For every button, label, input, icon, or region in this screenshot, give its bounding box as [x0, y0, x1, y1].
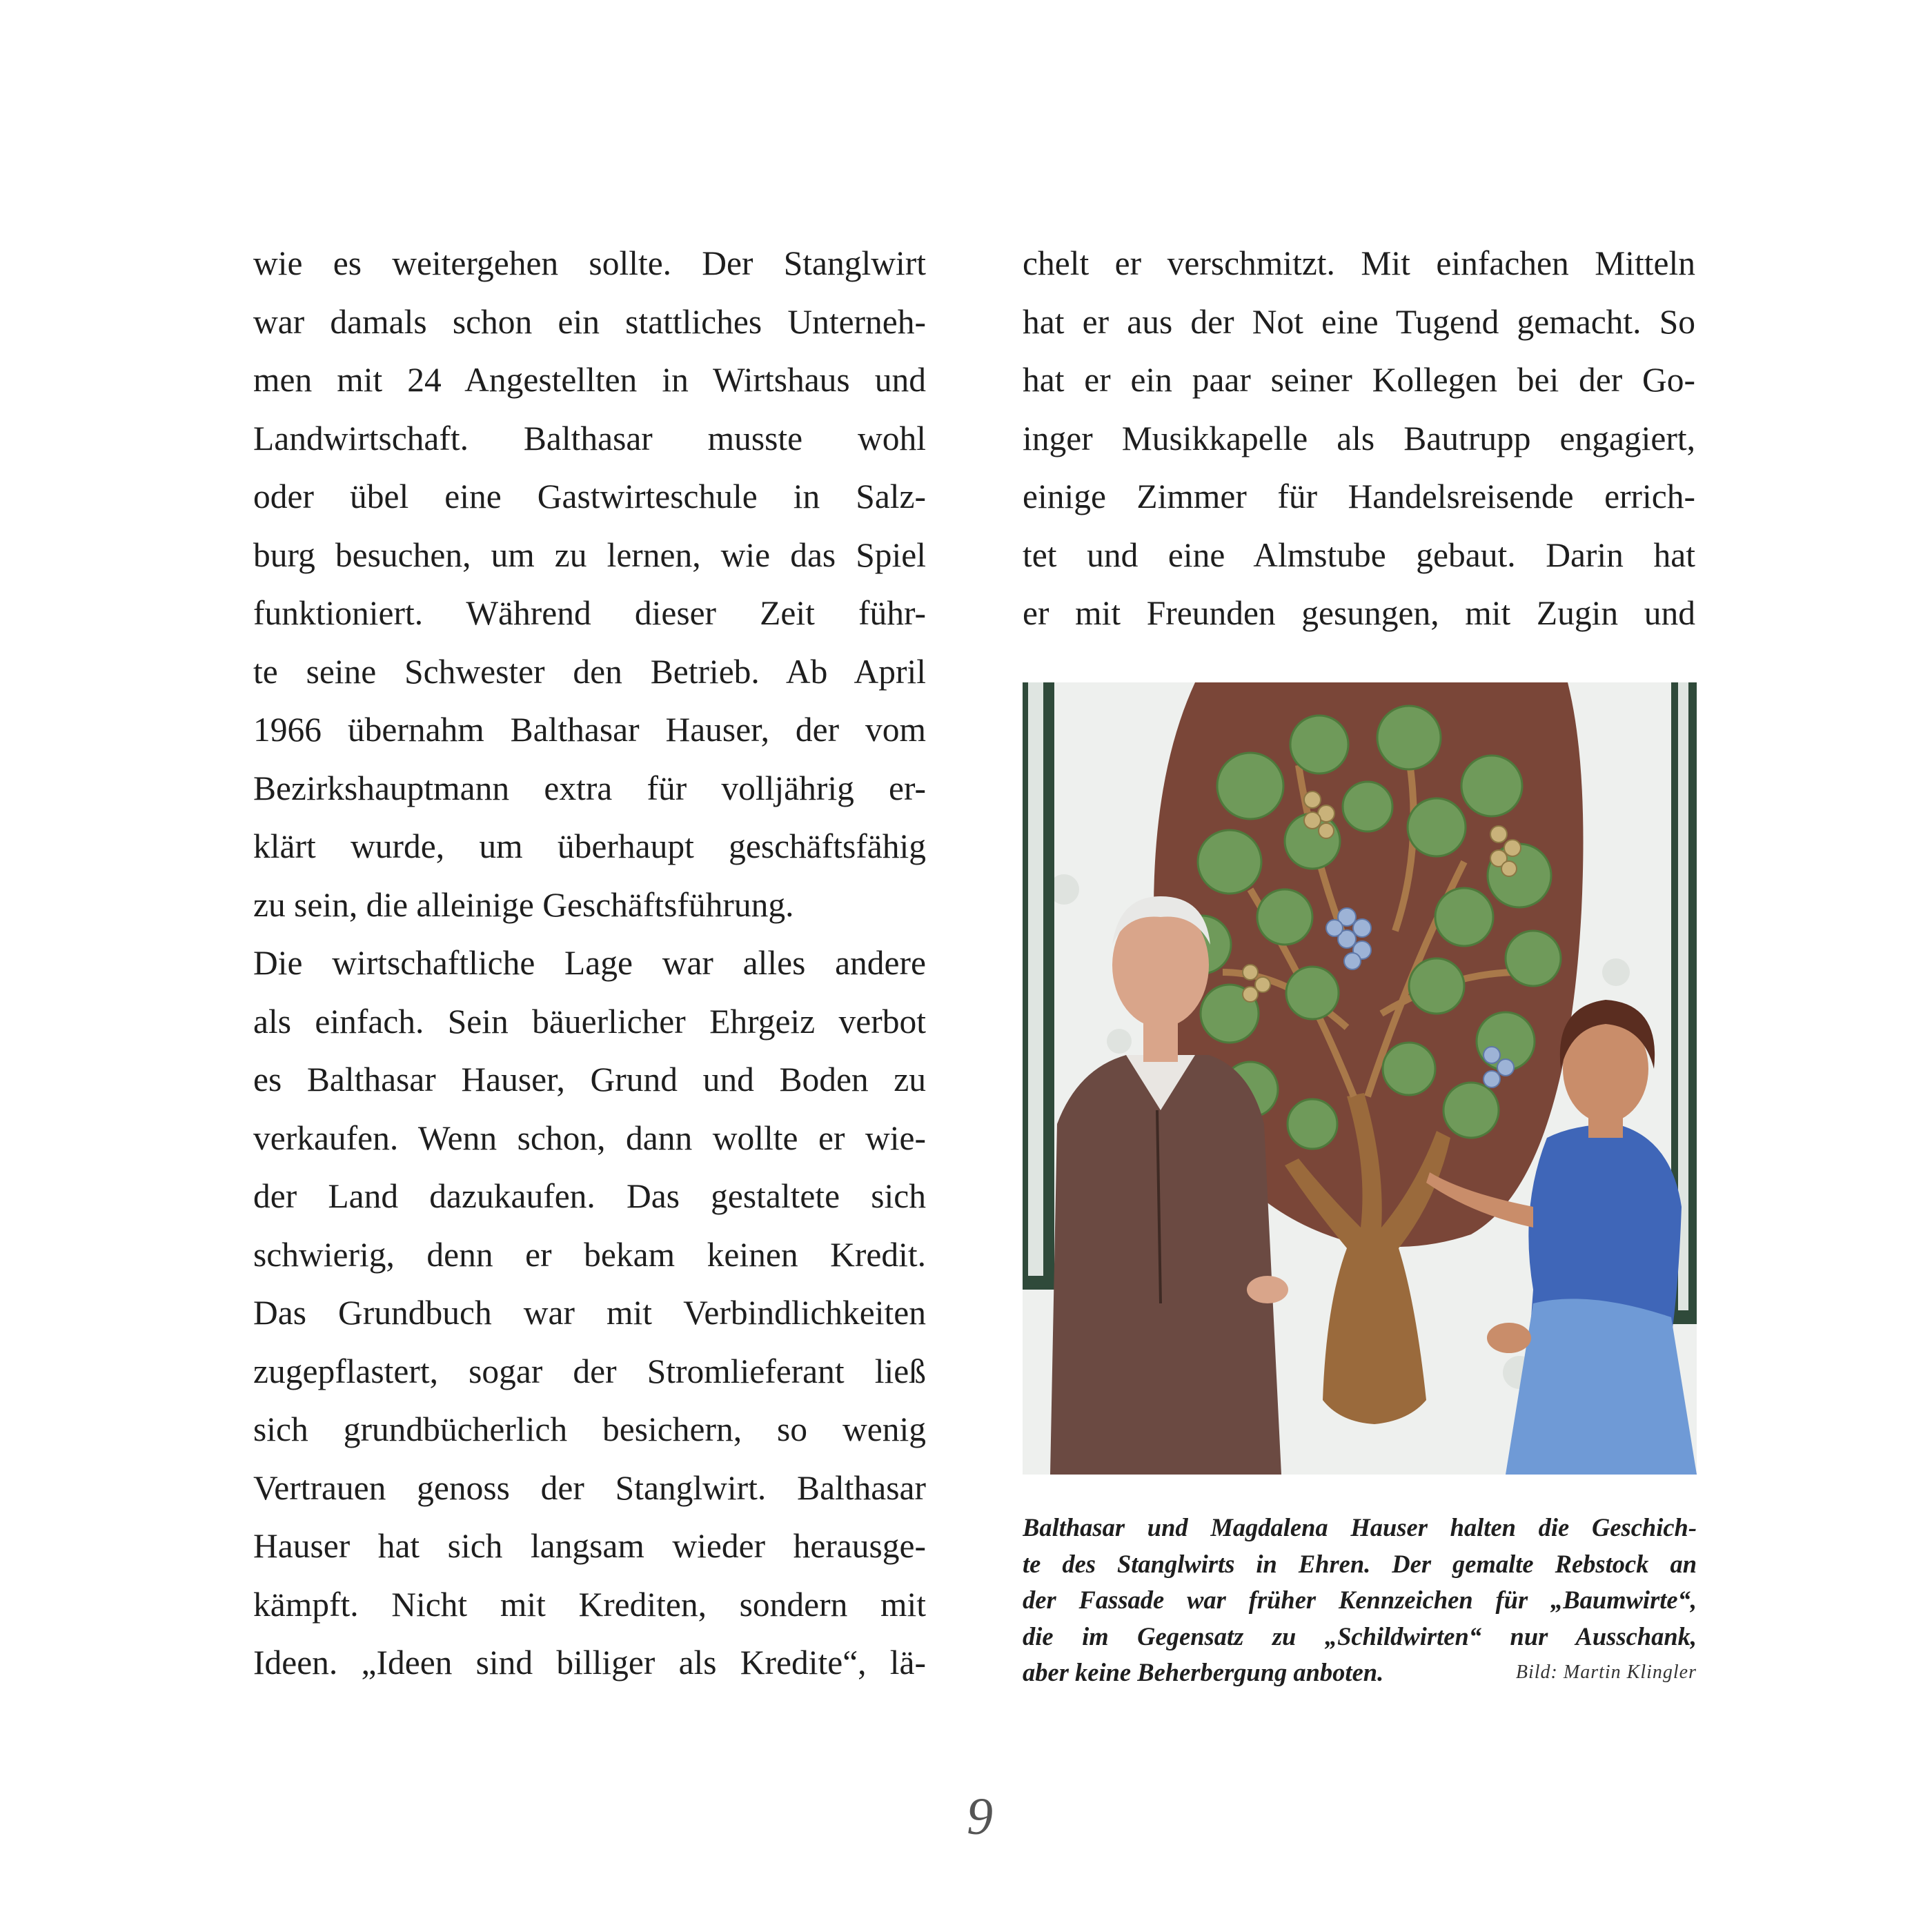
text-line: men mit 24 Angestellten in Wirtshaus und — [253, 361, 926, 399]
page-number: 9 — [967, 1788, 993, 1846]
photo-caption — [1023, 1510, 1697, 1691]
text-line: Ideen. „Ideen sind billiger als Kredite“, lä- — [253, 1644, 926, 1682]
text-line: tet und eine Almstube gebaut. Darin hat — [1023, 535, 1695, 574]
text-line: te seine Schwester den Betrieb. Ab April — [253, 652, 926, 691]
text-line: zu sein, die alleinige Geschäftsführung. — [253, 885, 794, 924]
text-line: er mit Freunden gesungen, mit Zugin und — [1023, 594, 1695, 632]
text-line: 1966 übernahm Balthasar Hauser, der vom — [253, 711, 926, 749]
text-line: schwierig, denn er bekam keinen Kredit. — [253, 1235, 926, 1274]
photo-illustration — [1023, 682, 1697, 1475]
caption-line: die im Gegensatz zu „Schildwirten“ nur Ausschank, — [1023, 1621, 1697, 1650]
text-line: Vertrauen genoss der Stanglwirt. Balthasar — [253, 1468, 926, 1507]
text-line: klärt wurde, um überhaupt geschäftsfähig — [253, 827, 926, 865]
text-line: der Land dazukaufen. Das gestaltete sich — [253, 1177, 926, 1215]
photo-credit: Bild: Martin Klingler — [1515, 1662, 1697, 1683]
caption-line-last — [1023, 1655, 1697, 1691]
text-line: zugepflastert, sogar der Stromlieferant ließ — [253, 1352, 926, 1390]
caption-line: der Fassade war früher Kennzeichen für „Baumwirte“, — [1023, 1586, 1697, 1614]
text-line: Bezirkshauptmann extra für volljährig er- — [253, 769, 926, 807]
text-column-left — [253, 235, 926, 1693]
caption-line: Balthasar und Magdalena Hauser halten die Geschich- — [1023, 1513, 1697, 1541]
caption-line: te des Stanglwirts in Ehren. Der gemalte Rebstock an — [1023, 1549, 1697, 1578]
text-line: einige Zimmer für Handelsreisende errich- — [1023, 477, 1695, 515]
text-line: inger Musikkapelle als Bautrupp engagiert, — [1023, 419, 1695, 457]
text-line: oder übel eine Gastwirteschule in Salz- — [253, 477, 926, 515]
mural-photo — [1023, 682, 1697, 1475]
text-line: Die wirtschaftliche Lage war alles andere — [253, 944, 926, 982]
text-line: wie es weitergehen sollte. Der Stanglwirt — [253, 244, 926, 282]
text-line: sich grundbücherlich besichern, so wenig — [253, 1410, 926, 1448]
text-line: chelt er verschmitzt. Mit einfachen Mitteln — [1023, 244, 1695, 282]
text-line: Landwirtschaft. Balthasar musste wohl — [253, 419, 926, 457]
text-line: als einfach. Sein bäuerlicher Ehrgeiz verbot — [253, 1002, 926, 1041]
text-line: kämpft. Nicht mit Krediten, sondern mit — [253, 1585, 926, 1624]
text-line: verkaufen. Wenn schon, dann wollte er wie- — [253, 1118, 926, 1157]
text-line: funktioniert. Während dieser Zeit führ- — [253, 594, 926, 632]
text-line: war damals schon ein stattliches Unterneh- — [253, 302, 926, 341]
text-line: hat er aus der Not eine Tugend gemacht. So — [1023, 302, 1695, 341]
text-line: Hauser hat sich langsam wieder herausge- — [253, 1527, 926, 1565]
caption-line: aber keine Beherbergung anboten. — [1023, 1658, 1384, 1686]
text-line: hat er ein paar seiner Kollegen bei der Go- — [1023, 361, 1695, 399]
text-line: burg besuchen, um zu lernen, wie das Spiel — [253, 535, 926, 574]
text-column-right — [1023, 235, 1695, 643]
text-line: Das Grundbuch war mit Verbindlichkeiten — [253, 1294, 926, 1332]
text-line: es Balthasar Hauser, Grund und Boden zu — [253, 1061, 926, 1098]
